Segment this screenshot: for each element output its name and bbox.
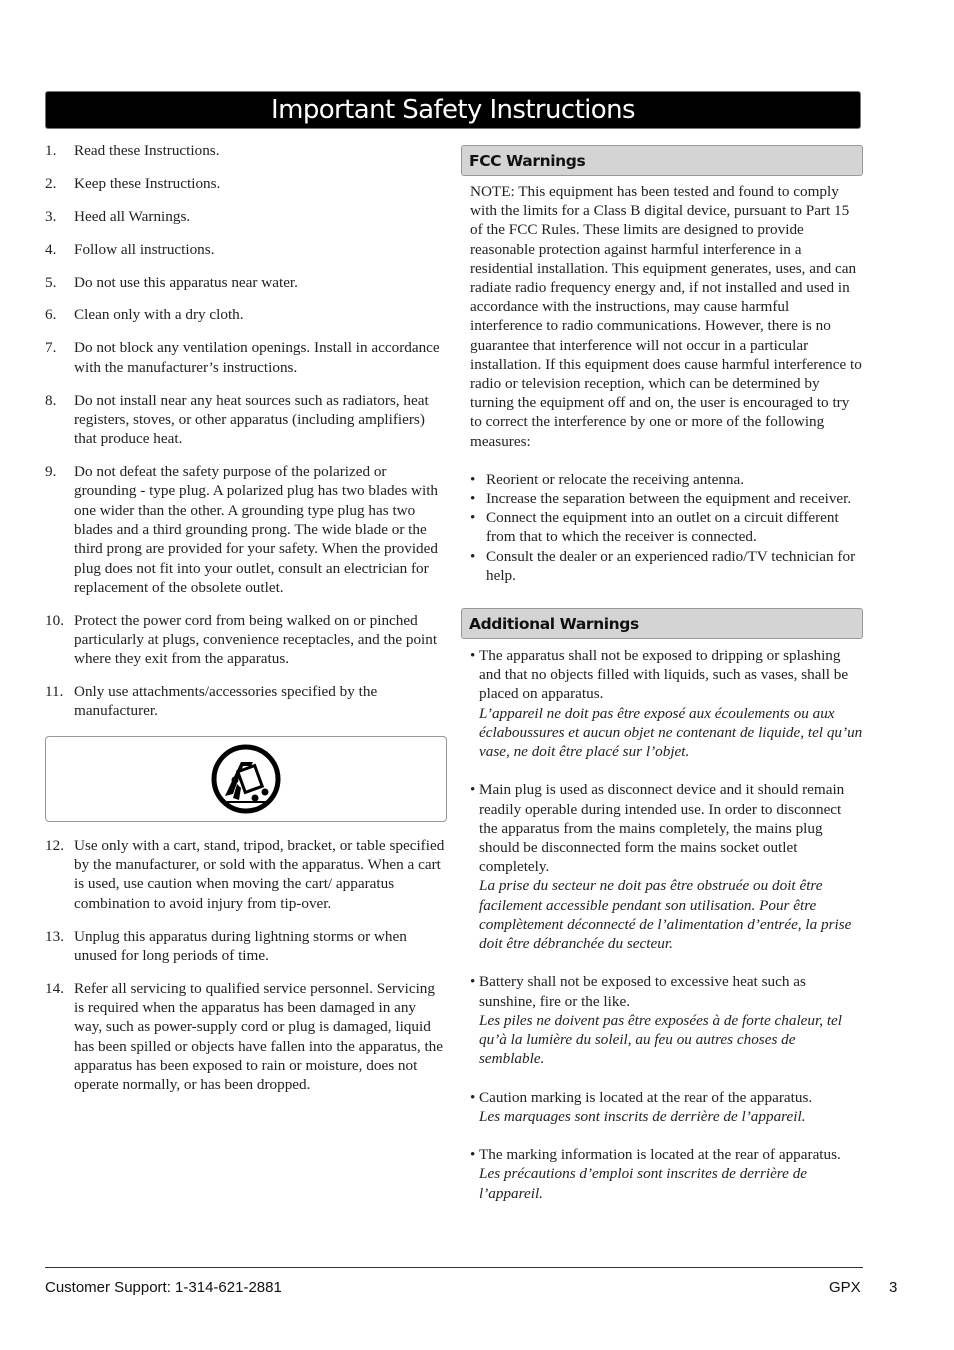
additional-warnings-list xyxy=(461,646,863,1203)
list-item: • The marking information is located at the rear of apparatus. Les précautions d’emploi sont inscrites de derrière de l’appareil. xyxy=(470,1145,863,1203)
list-item: • Caution marking is located at the rear of the apparatus. Les marquages sont inscrits de derrière de l’appareil. xyxy=(470,1088,863,1126)
list-item: • Battery shall not be exposed to excessive heat such as sunshine, fire or the like. Les piles ne doivent pas être exposées à de forte chaleur, tel qu’à la lumière du soleil, au feu ou autres choses de semblable. xyxy=(470,972,863,1068)
list-item: • Increase the separation between the equipment and receiver. xyxy=(470,489,863,508)
list-item: 1. Read these Instructions. xyxy=(45,142,220,159)
list-item: • Reorient or relocate the receiving antenna. xyxy=(470,470,863,489)
footer-divider xyxy=(45,1267,863,1268)
list-item: 13. Unplug this apparatus during lightning storms or when unused for long periods of time. xyxy=(45,927,407,964)
page-title: Important Safety Instructions xyxy=(271,95,635,125)
list-item: 2. Keep these Instructions. xyxy=(45,174,221,192)
list-item: 9. Do not defeat the safety purpose of the polarized or grounding - type plug. A polarized plug has two blades with one wider than the other. A grounding type plug has two blades and a third grounding prong. The wide blade or the third prong are provided for your safety. When the provided plug does not fit into your outlet, consult an electrician for replacement of the obsolete outlet. xyxy=(45,463,439,596)
instruction-list-bottom xyxy=(45,836,445,1095)
fcc-warnings-heading-bar xyxy=(461,145,863,176)
list-item: 8. Do not install near any heat sources such as radiators, heat registers, stoves, or other apparatus (including amplifiers) that produce heat. xyxy=(45,391,429,448)
list-item: 7. Do not block any ventilation openings. Install in accordance with the manufacturer’s instructions. xyxy=(45,339,440,376)
fcc-warnings-heading: FCC Warnings xyxy=(469,151,586,170)
safety-instructions-column xyxy=(45,141,445,1108)
list-item: 6. Clean only with a dry cloth. xyxy=(45,306,244,324)
list-item: 12. Use only with a cart, stand, tripod, bracket, or table specified by the manufacturer, or sold with the apparatus. When a cart is used, use caution when moving the cart/ apparatus combination to avoid injury from tip-over. xyxy=(45,836,445,912)
list-item: 10. Protect the power cord from being walked on or pinched particularly at plugs, convenience receptacles, and the point where they exit from the apparatus. xyxy=(45,611,438,668)
cart-warning-box xyxy=(45,736,447,822)
additional-warnings-heading: Additional Warnings xyxy=(469,614,639,633)
customer-support: Customer Support: 1-314-621-2881 xyxy=(45,1279,282,1296)
additional-warnings-heading-bar xyxy=(461,608,863,639)
cart-tip-over-warning-icon xyxy=(211,744,281,814)
list-item: 11. Only use attachments/accessories specified by the manufacturer. xyxy=(45,683,378,720)
list-item: 3. Heed all Warnings. xyxy=(45,207,191,225)
list-item: 5. Do not use this apparatus near water. xyxy=(45,273,298,291)
fcc-measures-list xyxy=(461,470,863,585)
list-item: • Consult the dealer or an experienced radio/TV technician for help. xyxy=(470,547,863,585)
brand-name: GPX xyxy=(829,1279,861,1296)
list-item: 14. Refer all servicing to qualified service personnel. Servicing is required when the apparatus has been damaged in any way, such as power-supply cord or plug is damaged, liquid has been spilled or objects have fallen into the apparatus, the apparatus has been exposed to rain or moisture, does not operate normally, or has been dropped. xyxy=(45,979,444,1094)
warnings-column xyxy=(461,145,863,1222)
page-title-bar xyxy=(45,91,861,129)
list-item: • Connect the equipment into an outlet on a circuit different from that to which the receiver is connected. xyxy=(470,508,863,546)
list-item: • Main plug is used as disconnect device and it should remain readily operable during intended use. In order to disconnect the apparatus from the mains completely, the mains plug should be disconnected form the mains socket outlet completely. La prise du secteur ne doit pas être obstruée ou doit être facilement accessible pendant son utilisation. Pour être complètement déconnecté de l’alimentation d’entrée, la prise doit être débranchée du secteur. xyxy=(470,780,863,953)
page-number: 3 xyxy=(889,1279,898,1296)
list-item: • The apparatus shall not be exposed to dripping or splashing and that no objects filled with liquids, such as vases, shall be placed on apparatus. L’appareil ne doit pas être exposé aux écoulements ou aux éclaboussures et aucun objet ne contenant de liquide, tel qu’un vase, ne doit être placé sur l’objet. xyxy=(470,646,863,761)
instruction-list-top xyxy=(45,141,445,721)
list-item: 4. Follow all instructions. xyxy=(45,240,215,258)
fcc-note: NOTE: This equipment has been tested and found to comply with the limits for a Class B digital device, pursuant to Part 15 of the FCC Rules. These limits are designed to provide reasonable protection against harmful interference in a residential installation. This equipment generates, uses, and can radiate radio frequency energy and, if not installed and used in accordance with the instructions, may cause harmful interference to radio communications. However, there is no guarantee that interference will not occur in a particular installation. If this equipment does cause harmful interference to radio or television reception, which can be determined by turning the equipment off and on, the user is encouraged to try to correct the interference by one or more of the following measures: xyxy=(470,183,862,450)
